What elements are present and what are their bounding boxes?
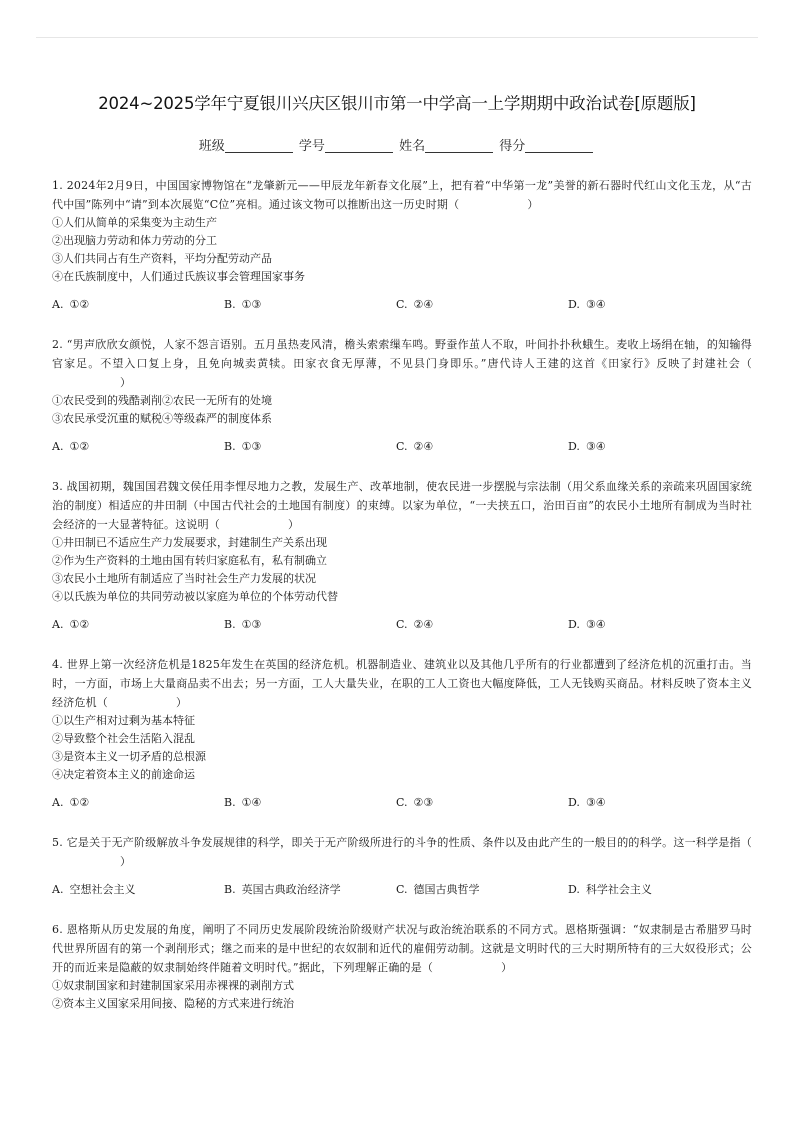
option-text: 英国古典政治经济学 (241, 883, 341, 896)
option-a[interactable] (52, 439, 224, 455)
class-label: 班级 (198, 139, 225, 154)
statement: ③是资本主义一切矛盾的总根源 (52, 750, 206, 763)
question-4 (52, 655, 752, 811)
option-mark: D. (568, 440, 580, 453)
option-text: ①③ (241, 440, 262, 453)
statement: ②出现脑力劳动和体力劳动的分工 (52, 234, 217, 247)
option-d[interactable] (568, 439, 740, 455)
question-1 (52, 176, 752, 313)
option-b[interactable] (224, 617, 396, 633)
option-mark: C. (396, 298, 408, 311)
stem-end: ） (176, 696, 188, 709)
option-text: ①② (69, 440, 90, 453)
option-b[interactable] (224, 795, 396, 811)
statement: ①奴隶制国家和封建制国家采用赤裸裸的剥削方式 (52, 979, 294, 992)
statement: ④以氏族为单位的共同劳动被以家庭为单位的个体劳动代替 (52, 590, 338, 603)
option-mark: B. (224, 440, 236, 453)
option-b[interactable] (224, 439, 396, 455)
option-d[interactable] (568, 617, 740, 633)
option-d[interactable] (568, 297, 740, 313)
option-mark: D. (568, 796, 580, 809)
statement: ③人们共同占有生产资料，平均分配劳动产品 (52, 252, 272, 265)
statement: ①农民受到的残酷剥削②农民一无所有的处境 (52, 394, 272, 407)
stem-end: ） (120, 855, 132, 868)
option-mark: C. (396, 440, 408, 453)
stem-text: 3. 战国初期，魏国国君魏文侯任用李悝尽地力之教，发展生产、改革地制，使农民进一步摆脱与宗法制（用父系血缘关系的亲疏来巩固国家统治的制度）相适应的井田制（中国古代社会的土地国有制度）的束缚。以家为单位，“一夫挟五口，治田百亩”的农民小土地所有制成为当时社会经济的一大显著特征。这说明（ (52, 480, 752, 531)
question-6 (52, 920, 752, 1013)
statement: ②导致整个社会生活陷入混乱 (52, 732, 195, 745)
score-label: 得分 (499, 139, 526, 154)
option-text: ③④ (585, 298, 606, 311)
option-d[interactable] (568, 795, 740, 811)
statement: ②资本主义国家采用间接、隐秘的方式来进行统治 (52, 997, 294, 1010)
stem-text: 4. 世界上第一次经济危机是1825年发生在英国的经济危机。机器制造业、建筑业以及其他几乎所有的行业都遭到了经济危机的沉重打击。当时，一方面，市场上大量商品卖不出去；另一方面，工人大量失业，在职的工人工资也大幅度降低，工人无钱购买商品。材料反映了资本主义经济危机（ (52, 658, 752, 709)
option-row (52, 795, 752, 811)
statement: ④在氏族制度中，人们通过氏族议事会管理国家事务 (52, 270, 305, 283)
option-text: ①③ (241, 618, 262, 631)
option-mark: A. (52, 883, 64, 896)
option-a[interactable] (52, 617, 224, 633)
option-row (52, 297, 752, 313)
class-blank[interactable] (225, 138, 293, 153)
question-2 (52, 335, 752, 455)
question-stem (52, 176, 752, 214)
document-title: 2024~2025学年宁夏银川兴庆区银川市第一中学高一上学期期中政治试卷[原题版] (98, 94, 696, 113)
option-mark: C. (396, 883, 408, 896)
question-stem (52, 655, 752, 712)
option-text: ②③ (413, 796, 434, 809)
option-text: ③④ (585, 618, 606, 631)
statement: ①人们从简单的采集变为主动生产 (52, 216, 217, 229)
question-list (52, 176, 752, 1035)
option-mark: D. (568, 883, 580, 896)
name-label: 姓名 (399, 139, 426, 154)
option-a[interactable] (52, 882, 224, 898)
option-mark: B. (224, 298, 236, 311)
option-mark: B. (224, 796, 236, 809)
option-b[interactable] (224, 297, 396, 313)
stem-text: 5. 它是关于无产阶级解放斗争发展规律的科学，即关于无产阶级所进行的斗争的性质、条件以及由此产生的一般目的的科学。这一科学是指（ (52, 836, 752, 849)
statement: ①以生产相对过剩为基本特征 (52, 714, 195, 727)
option-mark: B. (224, 618, 236, 631)
option-text: 空想社会主义 (69, 883, 136, 896)
option-mark: B. (224, 883, 236, 896)
option-mark: A. (52, 298, 64, 311)
option-text: ②④ (413, 440, 434, 453)
student-info-line (0, 135, 794, 154)
header-rule (36, 37, 758, 38)
option-text: ①② (69, 618, 90, 631)
option-c[interactable] (396, 882, 568, 898)
stem-text: 6. 恩格斯从历史发展的角度，阐明了不同历史发展阶段统治阶级财产状况与政治统治联系的不同方式。恩格斯强调：“奴隶制是古希腊罗马时代世界所固有的第一个剥削形式；继之而来的是中世纪的农奴制和近代的雇佣劳动制。这就是文明时代的三大时期所特有的三大奴役形式；公开的而近来是隐蔽的奴隶制始终伴随着文明时代。”据此，下列理解正确的是（ (52, 923, 752, 974)
option-d[interactable] (568, 882, 740, 898)
option-text: 科学社会主义 (585, 883, 652, 896)
question-stem (52, 920, 752, 977)
option-c[interactable] (396, 795, 568, 811)
student-id-label: 学号 (298, 139, 325, 154)
option-mark: C. (396, 796, 408, 809)
option-mark: D. (568, 298, 580, 311)
option-row (52, 617, 752, 633)
statement: ②作为生产资料的土地由国有转归家庭私有，私有制确立 (52, 554, 327, 567)
option-text: ③④ (585, 440, 606, 453)
option-text: ①③ (241, 298, 262, 311)
statement: ④决定着资本主义的前途命运 (52, 768, 195, 781)
option-row (52, 439, 752, 455)
option-c[interactable] (396, 617, 568, 633)
option-text: ①② (69, 298, 90, 311)
student-id-blank[interactable] (325, 138, 393, 153)
option-text: ①② (69, 796, 90, 809)
option-text: ③④ (585, 796, 606, 809)
question-3 (52, 477, 752, 633)
option-mark: A. (52, 618, 64, 631)
option-mark: A. (52, 440, 64, 453)
option-a[interactable] (52, 795, 224, 811)
option-c[interactable] (396, 439, 568, 455)
statement: ①井田制已不适应生产力发展要求，封建制生产关系出现 (52, 536, 327, 549)
stem-end: ） (288, 518, 300, 531)
stem-text: 1. 2024年2月9日，中国国家博物馆在“龙肇新元——甲辰龙年新春文化展”上，把有着“中华第一龙”美誉的新石器时代红山文化玉龙，从“古代中国”陈列中“请”到本次展览“C位”亮相。通过该文物可以推断出这一历史时期（ (52, 179, 752, 211)
score-blank[interactable] (525, 138, 593, 153)
stem-end: ） (501, 961, 513, 974)
option-mark: D. (568, 618, 580, 631)
stem-end: ） (120, 376, 132, 389)
option-text: ①④ (241, 796, 262, 809)
option-c[interactable] (396, 297, 568, 313)
question-5 (52, 833, 752, 898)
stem-end: ） (527, 198, 539, 211)
option-mark: C. (396, 618, 408, 631)
statement: ③农民承受沉重的赋税④等级森严的制度体系 (52, 412, 272, 425)
stem-text: 2. “男声欣欣女颜悦，人家不怨言语别。五月虽热麦风清，檐头索索缫车鸣。野蚕作茧人不取，叶间扑扑秋蛾生。麦收上场绢在轴，的知输得官家足。不望入口复上身，且免向城卖黄犊。田家衣食无厚薄，不见县门身即乐。”唐代诗人王建的这首《田家行》反映了封建社会（ (52, 338, 752, 370)
statement: ③农民小土地所有制适应了当时社会生产力发展的状况 (52, 572, 316, 585)
name-blank[interactable] (425, 138, 493, 153)
option-a[interactable] (52, 297, 224, 313)
option-mark: A. (52, 796, 64, 809)
option-text: ②④ (413, 298, 434, 311)
question-stem (52, 477, 752, 534)
option-text: 德国古典哲学 (413, 883, 480, 896)
option-row (52, 882, 752, 898)
question-stem (52, 335, 752, 392)
question-stem (52, 833, 752, 871)
option-text: ②④ (413, 618, 434, 631)
option-b[interactable] (224, 882, 396, 898)
